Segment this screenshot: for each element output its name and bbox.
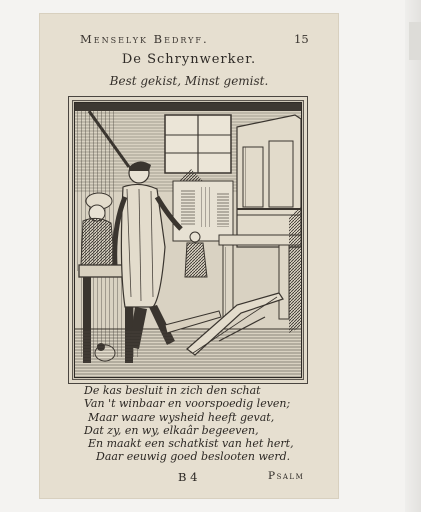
verse-line: Maar waare wysheid heeft gevat, (88, 410, 275, 424)
verse-line: Daar eeuwig goed beslooten werd. (96, 450, 291, 464)
catchword: Psalm (268, 470, 305, 482)
verse-line: En maakt een schatkist van het hert, (88, 437, 294, 451)
engraving-drawing (69, 97, 307, 383)
adjacent-page-edge (405, 0, 421, 512)
motto: Best gekist, Minst gemist. (109, 74, 269, 88)
signature-mark: B 4 (178, 470, 198, 484)
page-number: 15 (294, 32, 309, 46)
page-subtitle: De Schrynwerker. (121, 52, 257, 67)
verse-line: Dat zy, en wy, elkaâr begeeven, (84, 423, 259, 437)
verse-line: Van 't winbaar en voorspoedig leven; (84, 397, 291, 411)
verse-line: De kas besluit in zich den schat (84, 384, 261, 397)
running-title: Menselyk Bedryf. (80, 32, 209, 46)
adjacent-page-mark (409, 22, 421, 60)
carpenter-engraving (68, 96, 308, 384)
verse (84, 384, 294, 464)
